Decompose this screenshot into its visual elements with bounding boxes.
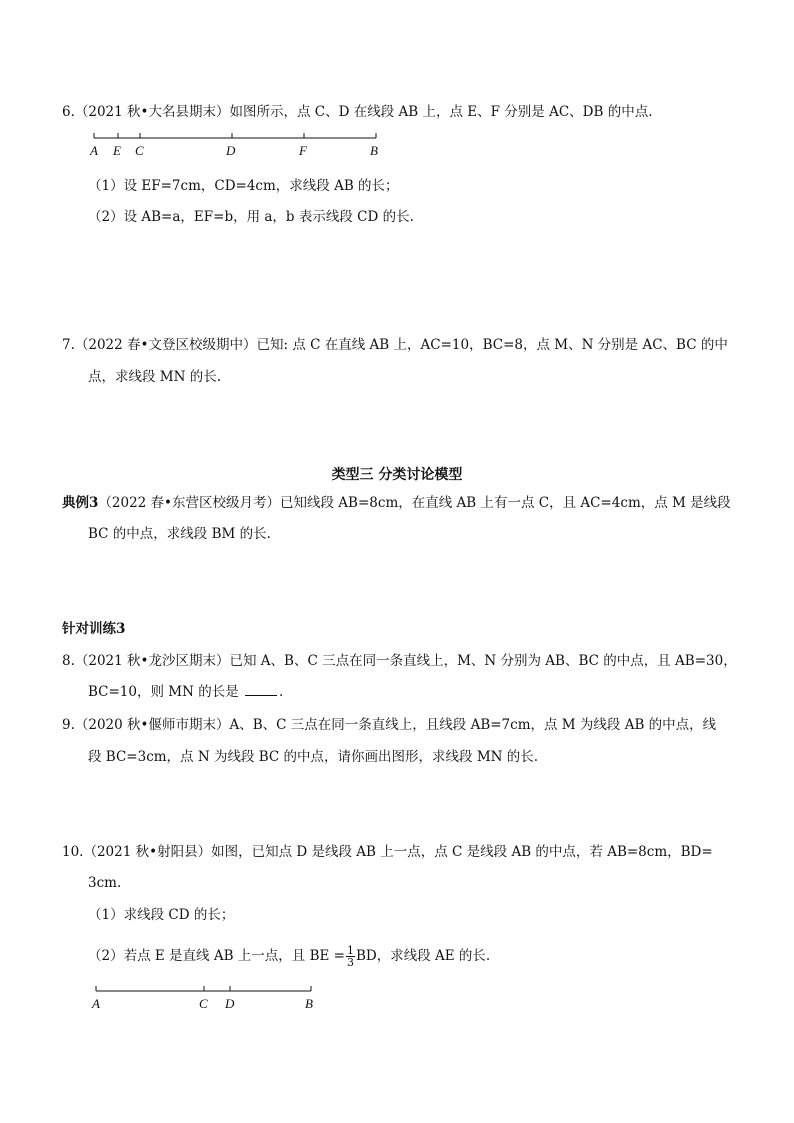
segment-figure-q10 xyxy=(86,984,326,1014)
question-9-line-2: 段 BC=3cm，点 N 为线段 BC 的中点，请你画出图形，求线段 MN 的长. xyxy=(88,749,539,765)
point-label-c: C xyxy=(199,996,208,1011)
point-label-f: F xyxy=(299,143,307,158)
question-8-line-1: 8.（2021 秋•龙沙区期末）已知 A、B、C 三点在同一条直线上，M、N 分别为 AB、BC 的中点，且 AB=30， xyxy=(62,653,737,669)
fraction-denominator: 3 xyxy=(346,956,354,969)
point-label-b: B xyxy=(370,143,378,158)
example-3-line-2: BC 的中点，求线段 BM 的长. xyxy=(88,526,271,542)
question-10-part-2 xyxy=(88,943,490,969)
question-8-period: . xyxy=(279,684,284,700)
question-10-line-1: 10.（2021 秋•射阳县）如图，已知点 D 是线段 AB 上一点，点 C 是线段 AB 的中点，若 AB=8cm，BD= xyxy=(62,844,713,860)
fraction-numerator: 1 xyxy=(346,944,354,957)
question-6-stem: 6.（2021 秋•大名县期末）如图所示，点 C、D 在线段 AB 上，点 E、F 分别是 AC、DB 的中点. xyxy=(62,104,653,120)
question-6-part-1: （1）设 EF=7cm，CD=4cm，求线段 AB 的长； xyxy=(88,178,399,194)
point-label-c: C xyxy=(135,143,144,158)
example-3-line-1 xyxy=(62,494,731,512)
question-10-part-1: （1）求线段 CD 的长； xyxy=(88,907,235,923)
point-label-a: A xyxy=(92,996,100,1011)
question-10-line-2: 3cm. xyxy=(88,875,122,891)
point-label-e: E xyxy=(113,143,121,158)
question-10-part-2-rest: BD，求线段 AE 的长. xyxy=(355,948,491,964)
question-7-line-2: 点，求线段 MN 的长. xyxy=(88,369,222,385)
point-label-d: D xyxy=(225,996,235,1011)
question-6-part-2: （2）设 AB=a，EF=b，用 a，b 表示线段 CD 的长. xyxy=(88,209,414,225)
training-3-title: 针对训练3 xyxy=(62,621,126,637)
point-label-b: B xyxy=(305,996,313,1011)
question-8-line-2 xyxy=(88,683,283,701)
segment-figure-q6 xyxy=(84,130,394,162)
example-3-text: （2022 春•东营区校级月考）已知线段 AB=8cm，在直线 AB 上有一点 C，且 AC=4cm，点 M 是线段 xyxy=(98,495,731,511)
point-label-d: D xyxy=(226,143,236,158)
question-9-line-1: 9.（2020 秋•偃师市期末）A、B、C 三点在同一条直线上，且线段 AB=7cm，点 M 为线段 AB 的中点，线 xyxy=(62,717,717,733)
question-7-line-1: 7.（2022 春•文登区校级期中）已知: 点 C 在直线 AB 上，AC=10，BC=8，点 M、N 分别是 AC、BC 的中 xyxy=(62,337,728,353)
question-10-part-2-text: （2）若点 E 是直线 AB 上一点，且 BE = xyxy=(88,948,345,964)
answer-blank[interactable] xyxy=(245,683,277,696)
section-title-type-3: 类型三 分类讨论模型 xyxy=(331,467,463,483)
question-8-line-2-text: BC=10，则 MN 的长是 xyxy=(88,684,239,700)
example-3-label: 典例3 xyxy=(62,495,99,511)
point-label-a: A xyxy=(90,143,98,158)
fraction-one-third xyxy=(346,945,355,968)
